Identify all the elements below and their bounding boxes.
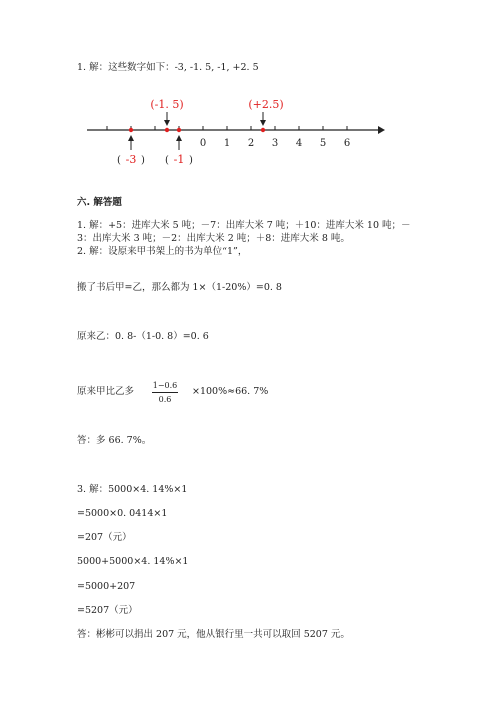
q6-3-line5: =5000+207: [77, 581, 136, 592]
q6-3-line3: =207（元）: [77, 532, 132, 543]
q1-text: 1. 解：这些数字如下：-3, -1. 5, -1, +2. 5: [77, 62, 259, 73]
paren-close-neg1: ): [189, 155, 193, 166]
tick-label-6: 6: [343, 138, 351, 149]
q6-3-line1: 3. 解：5000×4. 14%×1: [77, 484, 188, 495]
arrow-down-pos25-head: [260, 120, 266, 126]
q6-3-line6: =5207（元）: [77, 605, 138, 616]
paren-close-neg3: ): [141, 155, 145, 166]
q6-2-line4-suffix: ×100%≈66. 7%: [192, 386, 269, 397]
q6-3-line4: 5000+5000×4. 14%×1: [77, 556, 189, 567]
fraction-numerator: 1−0.6: [152, 381, 178, 390]
q6-1-text: 1. 解：+5：进库大米 5 吨；－7：出库大米 7 吨；＋10：进库大米 10 吨；－3：出库大米 3 吨；－2：出库大米 2 吨；＋8：进库大米 8 吨。: [77, 220, 411, 244]
tick-label-4: 4: [295, 138, 303, 149]
label-neg1: -1: [173, 153, 185, 166]
q6-2-line1: 2. 解：设原来甲书架上的书为单位“1”，: [77, 246, 248, 257]
arrow-down-neg15-head: [164, 120, 170, 126]
q6-3-line2: =5000×0. 0414×1: [77, 508, 168, 519]
tick-label-3: 3: [271, 138, 279, 149]
tick-label-0: 0: [199, 138, 207, 149]
fraction-denominator: 0.6: [158, 395, 172, 404]
label-neg3: -3: [125, 153, 137, 166]
q6-2-line4-prefix: 原来甲比乙多: [77, 386, 135, 397]
point-neg15: [165, 128, 169, 132]
paren-open-neg3: (: [117, 155, 121, 166]
tick-label-5: 5: [319, 138, 327, 149]
point-neg3: [129, 128, 133, 132]
fraction-bar: [152, 392, 178, 393]
paren-open-neg1: (: [165, 155, 169, 166]
point-neg1: [177, 128, 181, 132]
q6-2-answer: 答：多 66. 7%。: [77, 435, 152, 446]
fraction: [152, 380, 178, 405]
number-line-arrow: [378, 126, 385, 134]
point-pos25: [261, 128, 265, 132]
q6-2-line2: 搬了书后甲=乙，那么都为 1×（1-20%）=0. 8: [77, 282, 282, 293]
q6-3-answer: 答：彬彬可以捐出 207 元，他从银行里一共可以取回 5207 元。: [77, 629, 350, 640]
section-title: 六. 解答题: [77, 197, 122, 208]
tick-label-1: 1: [223, 138, 231, 149]
label-pos25: (+2.5): [248, 98, 284, 111]
label-neg15: (-1. 5): [150, 98, 184, 111]
tick-label-2: 2: [247, 138, 255, 149]
q6-2-line3: 原来乙：0. 8-（1-0. 8）=0. 6: [77, 331, 209, 342]
